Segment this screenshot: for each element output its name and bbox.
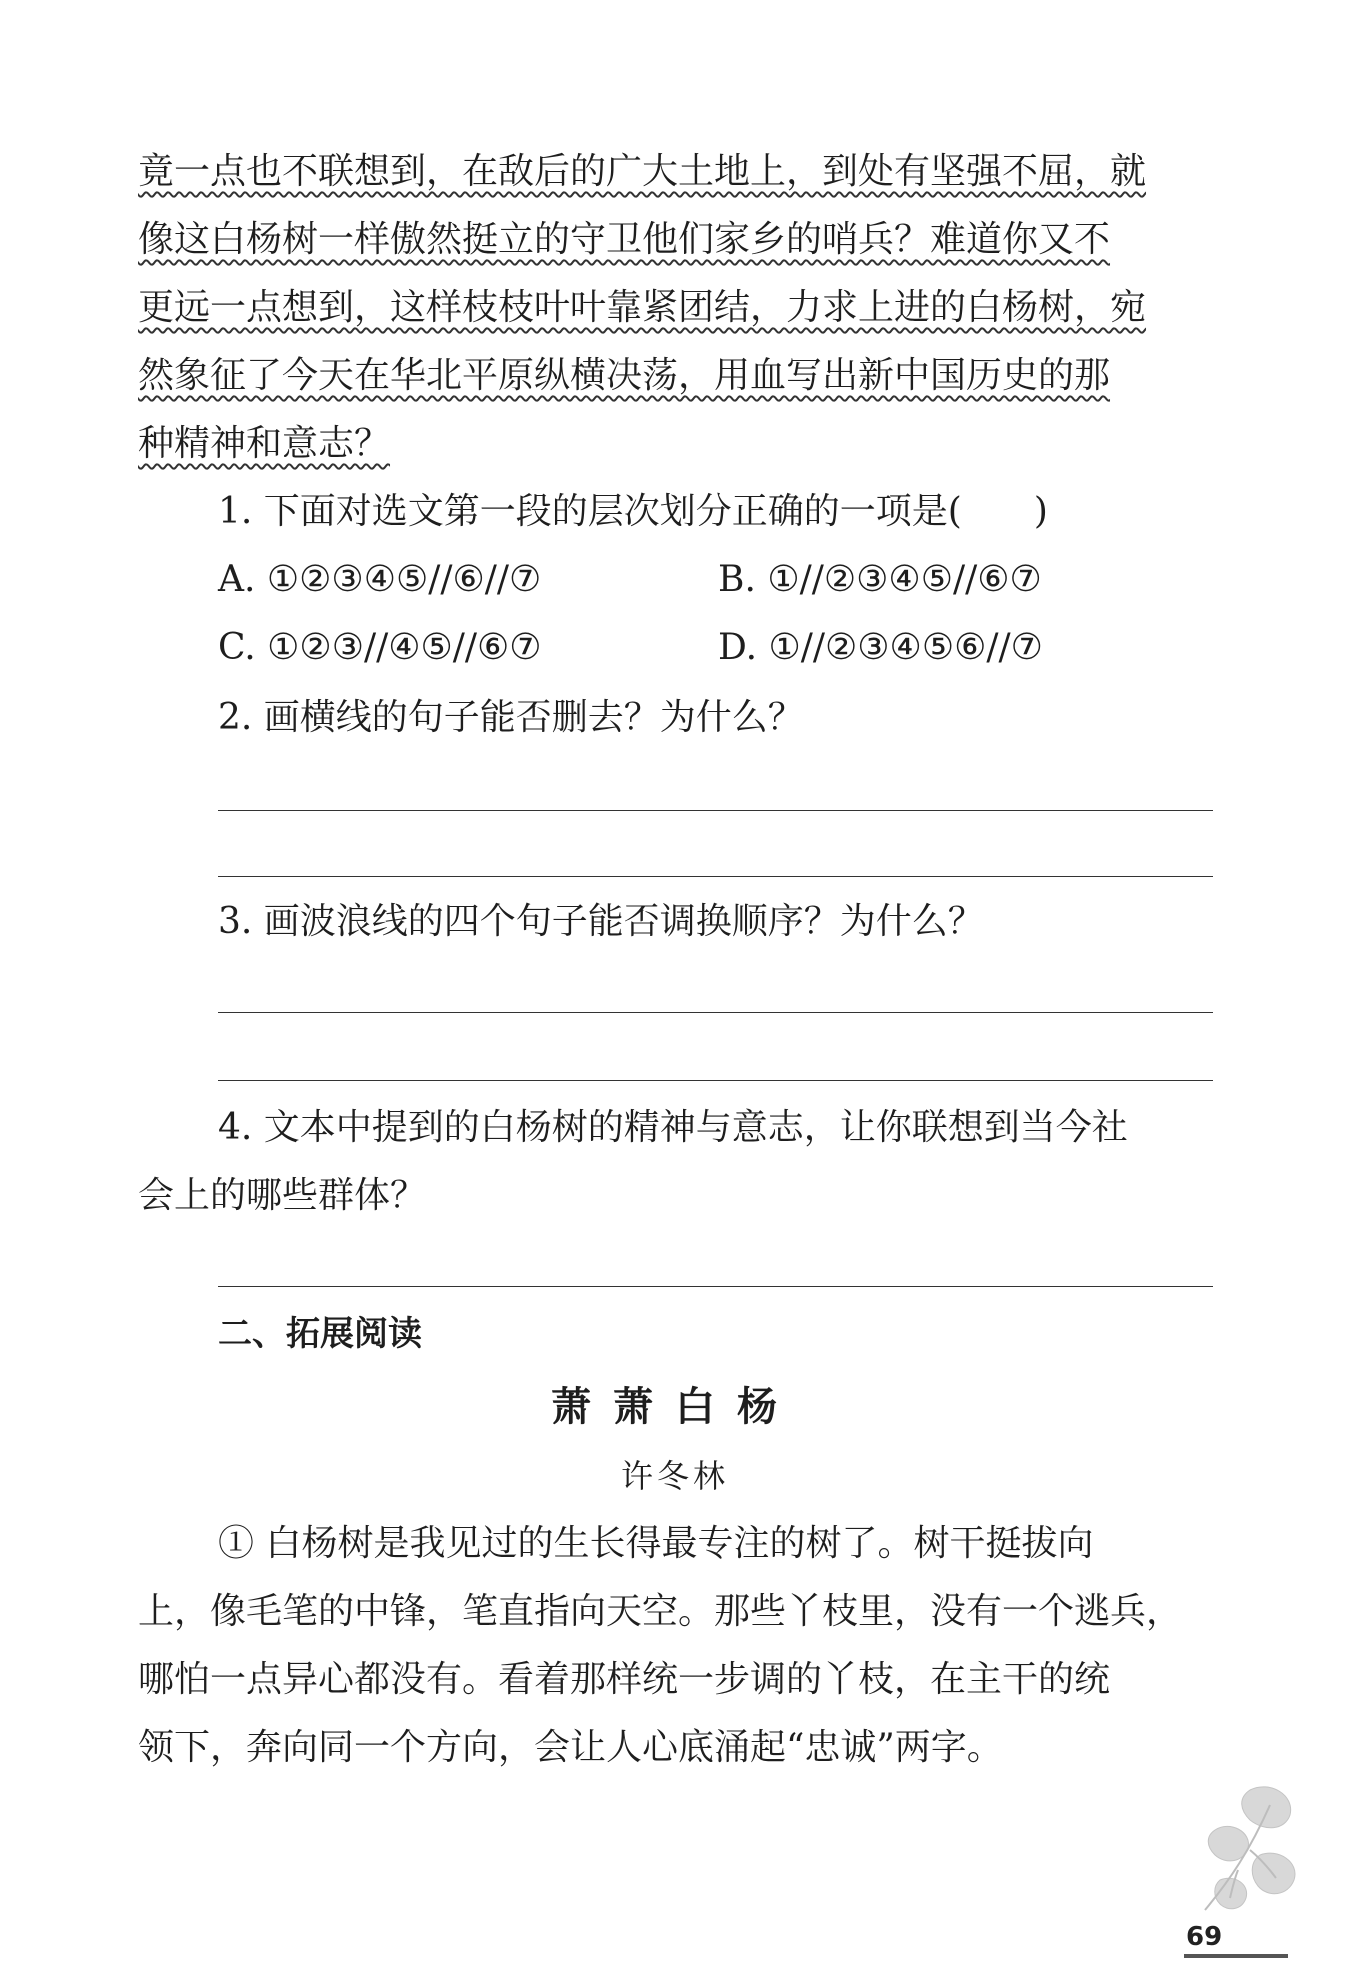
passage-line-1: 竟一点也不联想到，在敌后的广大土地上，到处有坚强不屈，就 [138,151,1147,192]
passage-line-3: 更远一点想到，这样枝枝叶叶靠紧团结，力求上进的白杨树，宛 [138,287,1147,328]
body-line-4: 领下，奔向同一个方向，会让人心底涌起“忠诚”两字。 [138,1727,1003,1768]
question-3: 3. 画波浪线的四个句子能否调换顺序？为什么？ [218,901,984,942]
body-line-1: ① 白杨树是我见过的生长得最专注的树了。树干挺拔向 [218,1523,1094,1564]
section-heading: 二、拓展阅读 [218,1314,422,1354]
answer-line-2b[interactable] [218,876,1213,877]
passage-line-2: 像这白杨树一样傲然挺立的守卫他们家乡的哨兵？难道你又不 [138,219,1111,260]
article-author: 许冬林 [620,1457,729,1495]
option-d: D. ①//②③④⑤⑥//⑦ [718,627,1043,668]
answer-line-4[interactable] [218,1286,1213,1287]
leaf-decoration-icon [1190,1770,1310,1920]
page-number [1184,1922,1288,1958]
article-title: 萧萧白杨 [551,1384,799,1430]
body-line-2: 上，像毛笔的中锋，笔直指向天空。那些丫枝里，没有一个逃兵， [138,1591,1183,1632]
answer-line-3a[interactable] [218,1012,1213,1013]
question-2: 2. 画横线的句子能否删去？为什么？ [218,697,804,738]
option-a: A. ①②③④⑤//⑥//⑦ [218,559,542,600]
body-line-3: 哪怕一点异心都没有。看着那样统一步调的丫枝，在主干的统 [138,1659,1111,1700]
option-c: C. ①②③//④⑤//⑥⑦ [218,627,542,668]
answer-line-3b[interactable] [218,1080,1213,1081]
question-4-line-1: 4. 文本中提到的白杨树的精神与意志，让你联想到当今社 [218,1107,1128,1148]
passage-line-5: 种精神和意志？ [138,423,391,464]
page-number-text: 69 [1186,1922,1223,1952]
passage-line-4: 然象征了今天在华北平原纵横决荡，用血写出新中国历史的那 [138,355,1111,396]
answer-line-2a[interactable] [218,810,1213,811]
option-b: B. ①//②③④⑤//⑥⑦ [718,559,1042,600]
question-4-line-2: 会上的哪些群体？ [138,1175,427,1216]
question-1: 1. 下面对选文第一段的层次划分正确的一项是( ) [218,491,1048,532]
